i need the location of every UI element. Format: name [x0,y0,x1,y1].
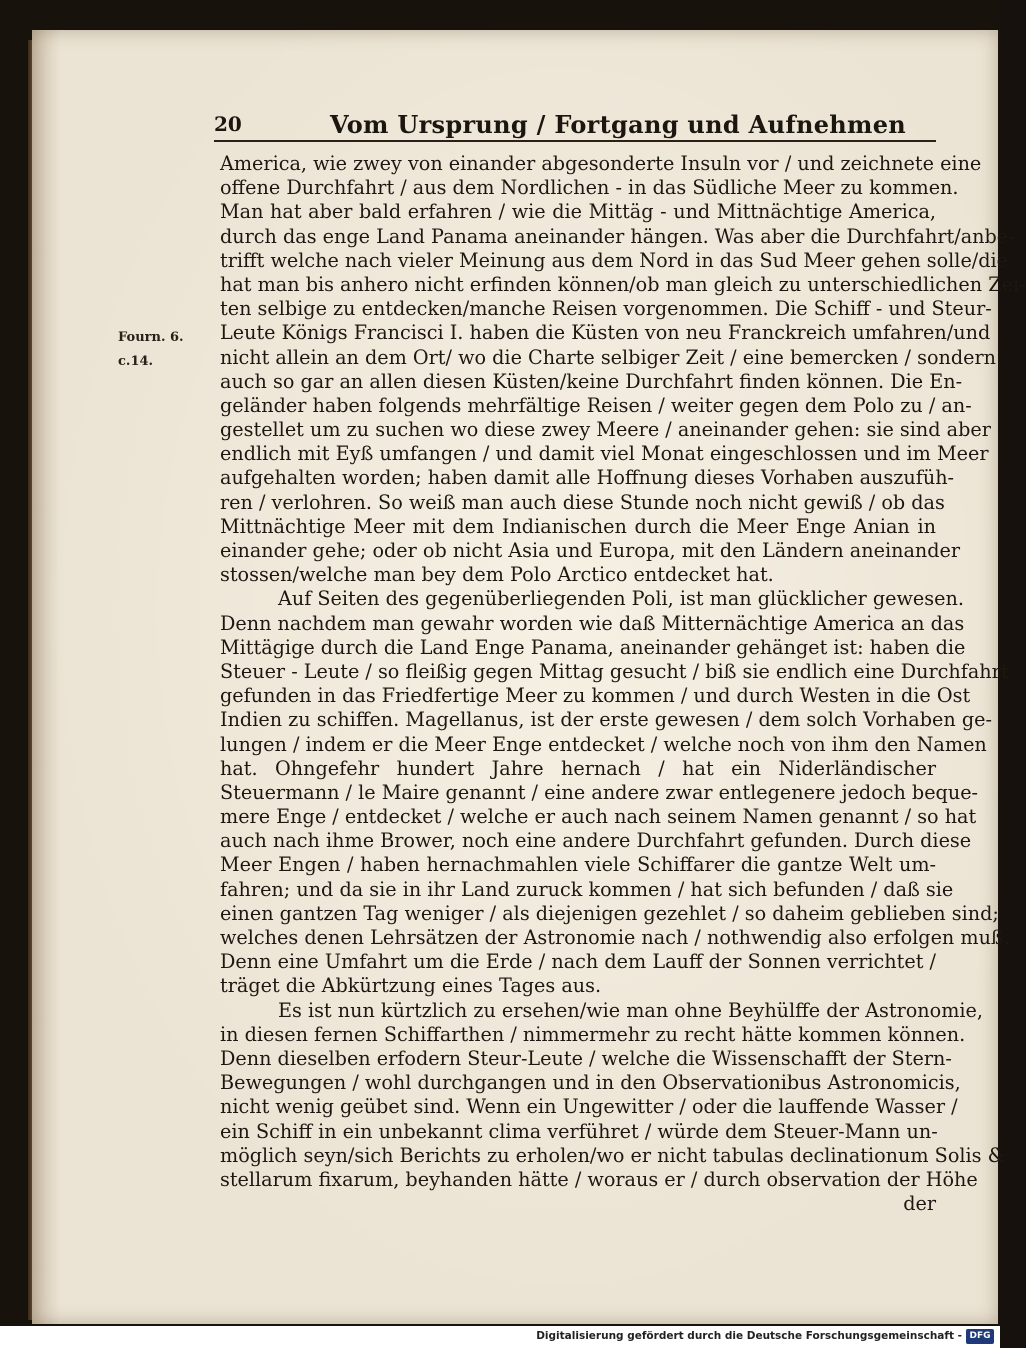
text-line: offene Durchfahrt / aus dem Nordlichen - in das Südliche Meer zu kommen. [220,176,959,200]
text-line: aufgehalten worden; haben damit alle Hoffnung dieses Vorhaben auszufüh- [220,466,955,490]
text-line: träget die Abkürtzung eines Tages aus. [220,974,602,998]
text-line: möglich seyn/sich Berichts zu erholen/wo er nicht tabulas declinationum Solis & [220,1143,1005,1167]
text-line: ren / verlohren. So weiß man auch diese Stunde noch nicht gewiß / ob das [220,490,945,514]
text-line: nicht allein an dem Ort/ wo die Charte selbiger Zeit / eine bemercken / sondern [220,345,997,369]
text-line: America, wie zwey von einander abgesonderte Insuln vor / und zeichnete eine [220,152,982,175]
margin-note-reference-chapter: c.14. [118,354,154,369]
catchword: der [903,1192,936,1216]
text-line: Denn eine Umfahrt um die Erde / nach dem Lauff der Sonnen verrichtet / [220,950,936,974]
text-line: Steuer - Leute / so fleißig gegen Mittag gesucht / biß sie endlich eine Durchfahrt [220,659,1009,683]
text-line: welches denen Lehrsätzen der Astronomie nach / nothwendig also erfolgen muß. [220,926,1010,949]
header-rule [214,140,936,142]
text-line: Bewegungen / wohl durchgangen und in den Observationibus Astronomicis, [220,1071,961,1095]
text-line: Denn dieselben erfodern Steur-Leute / welche die Wissenschafft der Stern- [220,1046,952,1070]
digitization-credit: Digitalisierung gefördert durch die Deutsche Forschungsgemeinschaft - [536,1330,962,1342]
text-line: gestellet um zu suchen wo diese zwey Meere / aneinander gehen: sie sind aber [220,418,991,442]
text-line: einander gehe; oder ob nicht Asia und Europa, mit den Ländern aneinander [220,539,961,562]
text-line: auch nach ihme Brower, noch eine andere Durchfahrt gefunden. Durch diese [220,829,972,853]
text-line: stellarum fixarum, beyhanden hätte / woraus er / durch observation der Höhe [220,1167,978,1191]
dfg-logo: DFG [966,1329,994,1344]
text-line: ten selbige zu entdecken/manche Reisen vorgenommen. Die Schiff - und Steur- [220,297,992,321]
text-line: Es ist nun kürtzlich zu ersehen/wie man ohne Beyhülffe der Astronomie, [278,998,984,1022]
text-line: Mittnächtige Meer mit dem Indianischen durch die Meer Enge Anian in [220,514,936,538]
text-line: auch so gar an allen diesen Küsten/keine Durchfahrt finden können. Die En- [220,369,963,393]
text-line: trifft welche nach vieler Meinung aus dem Nord in das Sud Meer gehen solle/die [220,248,1009,272]
footer-bar [0,1326,1000,1348]
text-line: Steuermann / le Maire genannt / eine andere zwar entlegenere jedoch beque- [220,780,979,804]
text-line: stossen/welche man bey dem Polo Arctico entdecket hat. [220,563,774,587]
text-line: einen gantzen Tag weniger / als diejenigen gezehlet / so daheim geblieben sind; [220,901,999,925]
text-line: hat man bis anhero nicht erfinden können/ob man gleich zu unterschiedlichen Zei- [220,272,1026,296]
margin-note-reference: Fourn. 6. [118,330,184,345]
text-line: lungen / indem er die Meer Enge entdecket / welche noch von ihm den Namen [220,732,987,756]
text-line: Meer Engen / haben hernachmahlen viele Schiffarer die gantze Welt um- [220,853,936,877]
text-line: ein Schiff in ein unbekannt clima verführet / würde dem Steuer-Mann un- [220,1119,938,1143]
text-line: Mittägige durch die Land Enge Panama, aneinander gehänget ist: haben die [220,635,966,659]
text-line: geländer haben folgends mehrfältige Reisen / weiter gegen dem Polo zu / an- [220,393,972,417]
page-header [214,112,934,142]
body-text [220,152,1026,1216]
page-number: 20 [214,112,242,136]
text-line: endlich mit Eyß umfangen / und damit viel Monat eingeschlossen und im Meer [220,442,989,466]
running-title: Vom Ursprung / Fortgang und Aufnehmen [330,110,907,139]
text-line: nicht wenig geübet sind. Wenn ein Ungewitter / oder die lauffende Wasser / [220,1095,958,1119]
text-line: in diesen fernen Schiffarthen / nimmermehr zu recht hätte kommen können. [220,1022,966,1046]
text-line: Denn nachdem man gewahr worden wie daß Mitternächtige America an das [220,611,965,635]
text-line: fahren; und da sie in ihr Land zuruck kommen / hat sich befunden / daß sie [220,877,954,901]
text-line: Auf Seiten des gegenüberliegenden Poli, ist man glücklicher gewesen. [278,587,964,611]
text-line: durch das enge Land Panama aneinander hängen. Was aber die Durchfahrt/anbe- [220,224,1015,248]
text-line: hat. Ohngefehr hundert Jahre hernach / hat ein Niderländischer [220,756,936,780]
text-line: Indien zu schiffen. Magellanus, ist der erste gewesen / dem solch Vorhaben ge- [220,708,992,732]
text-line: Leute Königs Francisci I. haben die Küsten von neu Franckreich umfahren/und [220,321,991,345]
text-line: gefunden in das Friedfertige Meer zu kommen / und durch Westen in die Ost [220,684,971,708]
text-line: mere Enge / entdecket / welche er auch nach seinem Namen genannt / so hat [220,805,977,829]
text-line: Man hat aber bald erfahren / wie die Mittäg - und Mittnächtige America, [220,200,936,224]
